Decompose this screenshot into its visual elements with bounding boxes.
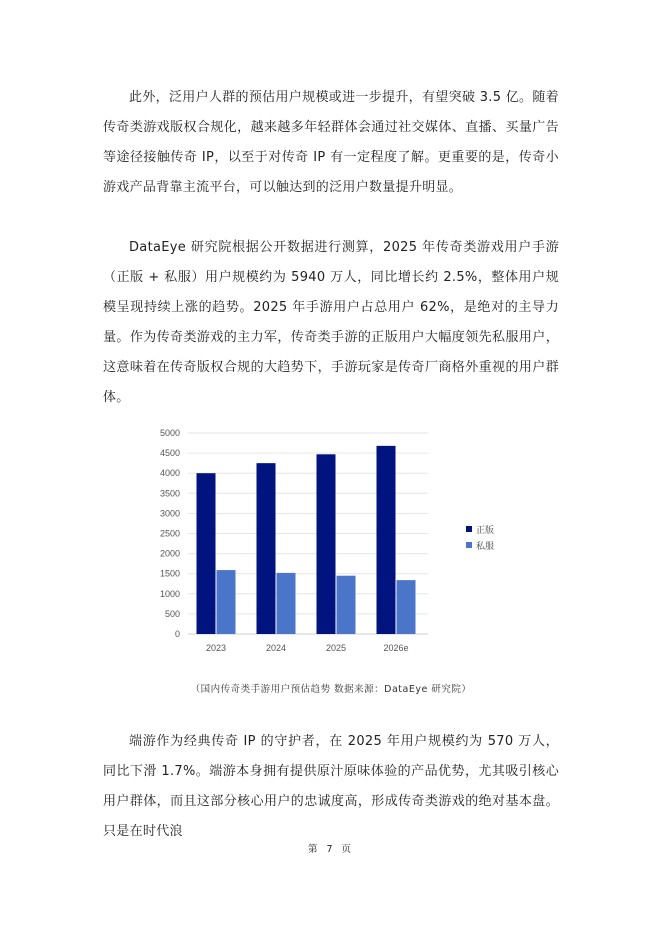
bar-private bbox=[397, 580, 416, 634]
y-tick-label: 1000 bbox=[159, 588, 180, 599]
x-tick-label: 2025 bbox=[325, 643, 347, 653]
bar-official bbox=[377, 446, 396, 634]
paragraph-text: DataEye 研究院根据公开数据进行测算，2025 年传奇类游戏用户手游（正版 + 私服）用户规模约为 5940 万人，同比增长约 2.5%，整体用户规模呈现持续上涨的趋势。2025 年手游用户占总用户 62%，是绝对的主导力量。作为传奇类游戏的主力军，传奇类手游的正版用户大幅度领先私服用户，这意味着在传奇版权合规的大趋势下，手游玩家是传奇厂商格外重视的用户群体。 bbox=[103, 240, 559, 405]
page-number: 第 7 页 bbox=[307, 844, 355, 855]
paragraph-1 bbox=[103, 83, 559, 203]
bar-private bbox=[277, 573, 296, 634]
legend-swatch bbox=[466, 526, 472, 532]
chart-caption: （国内传奇类手游用户预估趋势 数据来源：DataEye 研究院） bbox=[190, 684, 472, 695]
y-tick-label: 500 bbox=[164, 608, 180, 619]
bar-chart-svg bbox=[158, 425, 528, 660]
user-trend-chart bbox=[158, 425, 528, 660]
y-tick-label: 3500 bbox=[159, 488, 180, 499]
y-tick-label: 4500 bbox=[159, 448, 180, 459]
bar-official bbox=[257, 463, 276, 634]
y-tick-label: 1500 bbox=[159, 568, 180, 579]
y-tick-label: 5000 bbox=[159, 428, 180, 438]
paragraph-text: 端游作为经典传奇 IP 的守护者，在 2025 年用户规模约为 570 万人，同比下滑 1.7%。端游本身拥有提供原汁原味体验的产品优势，尤其吸引核心用户群体，而且这部分核心用户的忠诚度高，形成传奇类游戏的绝对基本盘。只是在时代浪 bbox=[103, 734, 559, 839]
paragraph-3 bbox=[103, 727, 559, 847]
legend-label: 正版 bbox=[476, 526, 495, 536]
bar-official bbox=[197, 473, 216, 634]
x-tick-label: 2023 bbox=[205, 643, 227, 653]
legend-label: 私服 bbox=[476, 542, 495, 552]
bar-private bbox=[337, 576, 356, 634]
legend-swatch bbox=[466, 542, 472, 548]
x-tick-label: 2026e bbox=[383, 643, 409, 653]
y-tick-label: 0 bbox=[174, 629, 180, 639]
y-tick-label: 3000 bbox=[159, 508, 180, 519]
y-tick-label: 2000 bbox=[159, 548, 180, 559]
y-tick-label: 4000 bbox=[159, 468, 180, 479]
x-tick-label: 2024 bbox=[265, 643, 287, 653]
y-tick-label: 2500 bbox=[159, 528, 180, 539]
paragraph-2 bbox=[103, 233, 559, 413]
paragraph-text: 此外，泛用户人群的预估用户规模或进一步提升，有望突破 3.5 亿。随着传奇类游戏版权合规化，越来越多年轻群体会通过社交媒体、直播、买量广告等途径接触传奇 IP，以至于对传奇 IP 有一定程度了解。更重要的是，传奇小游戏产品背靠主流平台，可以触达到的泛用户数量提升明显。 bbox=[103, 90, 559, 195]
bar-private bbox=[217, 570, 236, 634]
bar-official bbox=[317, 454, 336, 634]
